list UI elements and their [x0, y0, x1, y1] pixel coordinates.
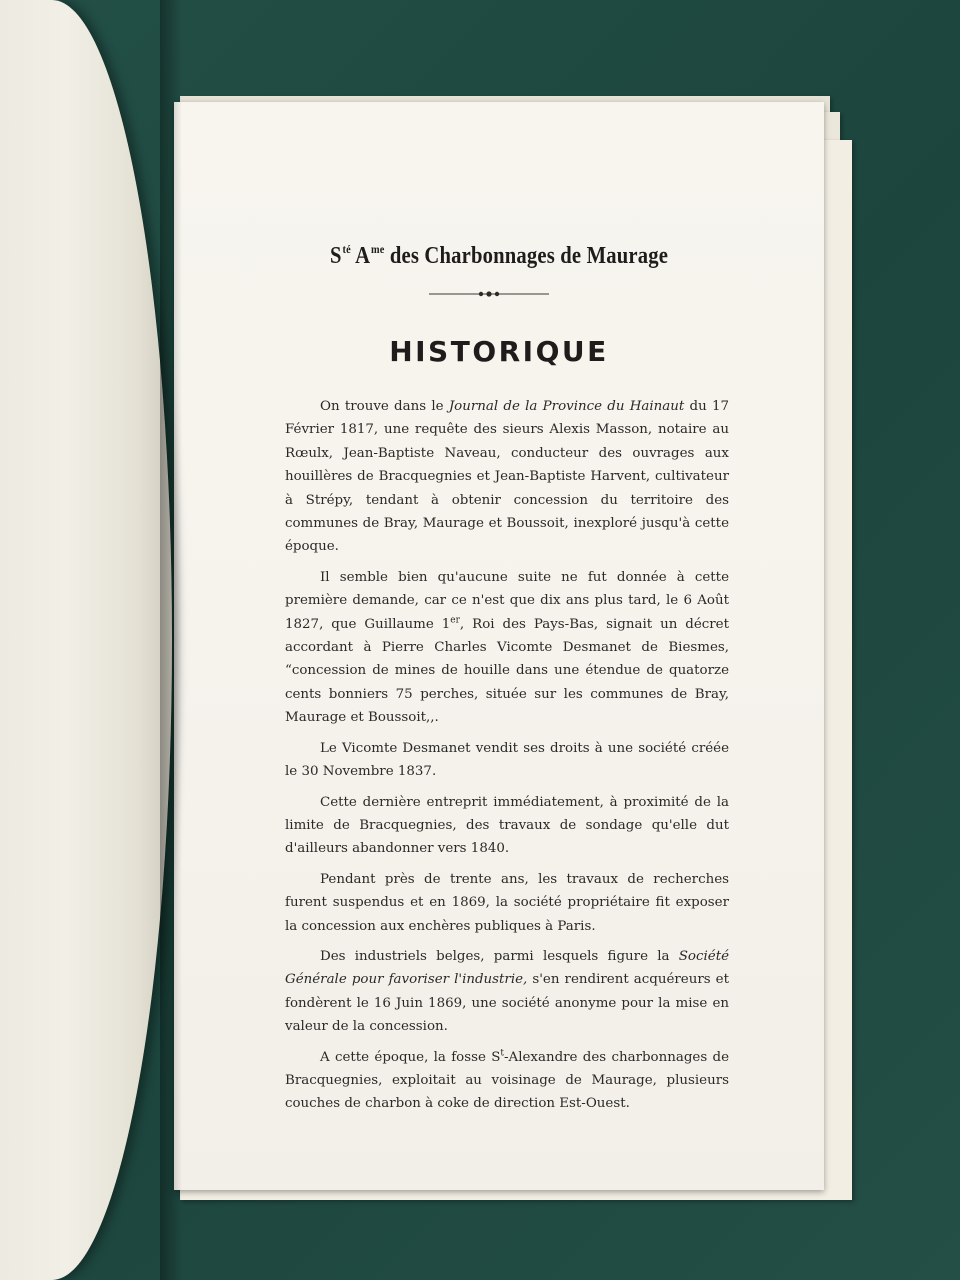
paragraph-text: du 17 Février 1817, une requête des sieurs Alexis Masson, notaire au Rœulx, Jean-Baptiste Naveau, conducteur des ouvrages aux houillères de Bracquegnies et Jean-Baptiste Harvent, cultivateur à Strépy, tendant à obtenir concession du territoire des communes de Bray, Maurage et Boussoit, inexploré jusqu'à cette époque. [285, 399, 730, 555]
document-body [285, 395, 729, 1123]
paragraph-7 [285, 1046, 729, 1116]
document-page [174, 102, 824, 1190]
paragraph-1 [285, 395, 729, 559]
paragraph-italic: Journal de la Province du Hainaut [448, 399, 685, 414]
paragraph-2 [285, 566, 729, 730]
paragraph-text: On trouve dans le [320, 399, 449, 414]
paragraph-6 [285, 945, 729, 1039]
company-s-sup: té [342, 242, 351, 256]
paragraph-text: A cette époque, la fosse S [320, 1049, 501, 1065]
paragraph-text: , Roi des Pays-Bas, signait un décret accordant à Pierre Charles Vicomte Desmanet de Biesmes, “concession de mines de houille dans une étendue de quatorze cents bonniers 75 perches, située sur les communes de Bray, Maurage et Boussoit,,. [285, 616, 729, 726]
facing-page [0, 0, 172, 1280]
paragraph-text: -Alexandre des charbonnages de Bracquegnies, exploitait au voisinage de Maurage, plusieurs couches de charbon à coke de direction Est-Ouest. [285, 1049, 730, 1112]
ornament-divider-icon [429, 288, 549, 300]
paragraph-sup: t [500, 1048, 505, 1059]
paragraph-4: Cette dernière entreprit immédiatement, à proximité de la limite de Bracquegnies, des travaux de sondage qu'elle dut d'ailleurs abandonner vers 1840. [285, 794, 729, 857]
page-title: HISTORIQUE [389, 335, 609, 368]
paragraph-italic: Société Générale pour favoriser l'industrie, [285, 948, 729, 988]
spine-shadow [160, 0, 182, 1280]
paragraph-text: s'en rendirent acquéreurs et fondèrent le 16 Juin 1869, une société anonyme pour la mise en valeur de la concession. [285, 972, 729, 1035]
company-heading [220, 242, 779, 270]
paragraph-sup: er [450, 615, 460, 626]
paragraph-3: Le Vicomte Desmanet vendit ses droits à une société créée le 30 Novembre 1837. [285, 740, 729, 780]
paragraph-text: Des industriels belges, parmi lesquels figure la [320, 948, 679, 964]
company-name: des Charbonnages de Maurage [389, 243, 669, 269]
paragraph-text: Il semble bien qu'aucune suite ne fut donnée à cette première demande, car ce n'est que dix ans plus tard, le 6 Août 1827, que Guillaume 1 [285, 569, 729, 632]
company-a: A [355, 243, 371, 269]
company-s: S [329, 243, 342, 269]
paragraph-5: Pendant près de trente ans, les travaux de recherches furent suspendus et en 1869, la société propriétaire fit exposer la concession aux enchères publiques à Paris. [285, 871, 729, 934]
company-a-sup: me [371, 242, 385, 256]
